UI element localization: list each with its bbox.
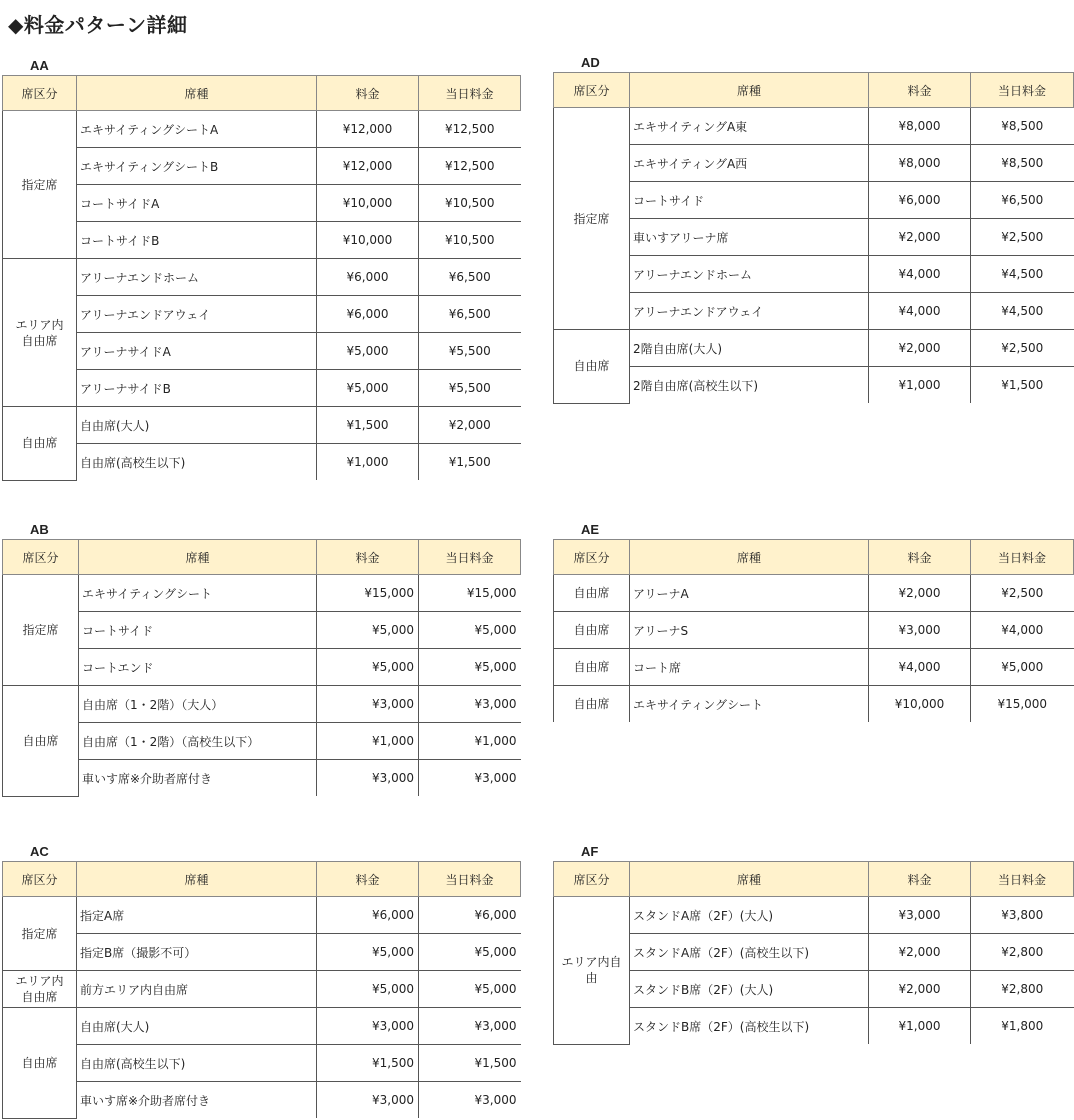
table-row xyxy=(3,333,521,370)
price-cell: ¥4,000 xyxy=(869,256,971,293)
seat-name-cell: 自由席（1・2階）（高校生以下） xyxy=(79,723,317,760)
price-cell: ¥5,000 xyxy=(317,971,419,1008)
sameday-price-cell: ¥2,800 xyxy=(971,971,1074,1008)
page-title: ◆料金パターン詳細 xyxy=(8,13,188,37)
sameday-price-cell: ¥4,000 xyxy=(971,612,1074,649)
seat-name-cell: コートサイドA xyxy=(77,185,317,222)
sameday-price-cell: ¥5,500 xyxy=(419,333,521,370)
price-table xyxy=(553,861,1074,1045)
category-cell: 自由席 xyxy=(3,686,79,797)
price-cell: ¥10,000 xyxy=(317,222,419,259)
table-row xyxy=(3,296,521,333)
sameday-price-cell: ¥15,000 xyxy=(997,697,1048,711)
seat-name-cell: 自由席(高校生以下) xyxy=(77,1045,317,1082)
seat-name-cell: 自由席（1・2階）（大人） xyxy=(79,686,317,723)
price-cell: ¥4,000 xyxy=(869,293,971,330)
seat-name-cell: スタンドB席（2F）(高校生以下) xyxy=(630,1008,869,1045)
category-cell: 指定席 xyxy=(3,111,77,259)
header-category: 席区分 xyxy=(554,73,630,108)
seat-name-cell: 車いすアリーナ席 xyxy=(630,219,869,256)
price-table xyxy=(2,861,521,1119)
table-row xyxy=(3,370,521,407)
table-row xyxy=(3,897,521,934)
header-price: 料金 xyxy=(317,540,419,575)
price-table xyxy=(2,75,521,481)
price-cell: ¥6,000 xyxy=(317,259,419,296)
table-row xyxy=(3,148,521,185)
table-row xyxy=(554,256,1074,293)
seat-name-cell: 指定B席（撮影不可） xyxy=(77,934,317,971)
header-sameday: 当日料金 xyxy=(971,540,1074,575)
price-cell: ¥2,000 xyxy=(869,934,971,971)
sameday-price-cell: ¥3,000 xyxy=(474,1093,517,1107)
header-sameday: 当日料金 xyxy=(971,862,1074,897)
table-row xyxy=(554,108,1074,145)
price-cell: ¥3,000 xyxy=(869,612,971,649)
price-cell: ¥1,000 xyxy=(869,1008,971,1045)
price-cell: ¥5,000 xyxy=(317,934,419,971)
header-seat: 席種 xyxy=(630,862,869,897)
table-row xyxy=(554,367,1074,404)
sameday-price-cell: ¥12,500 xyxy=(419,148,521,185)
table-row xyxy=(3,971,521,1008)
seat-name-cell: アリーナエンドホーム xyxy=(630,256,869,293)
sameday-price-cell: ¥1,500 xyxy=(448,455,491,469)
price-cell: ¥1,000 xyxy=(317,723,419,760)
sameday-price-cell: ¥5,000 xyxy=(419,971,521,1008)
sameday-price-cell: ¥10,500 xyxy=(419,222,521,259)
table-row xyxy=(554,649,1074,686)
header-row xyxy=(554,862,1074,897)
header-seat: 席種 xyxy=(77,76,317,111)
sameday-price-cell: ¥2,500 xyxy=(971,330,1074,367)
category-cell: エリア内 自由席 xyxy=(3,971,77,1008)
header-row xyxy=(3,540,521,575)
seat-name-cell: コートサイド xyxy=(630,182,869,219)
price-cell: ¥3,000 xyxy=(317,1082,419,1119)
table-row xyxy=(3,185,521,222)
category-cell: 自由席 xyxy=(554,575,630,612)
table-code: AD xyxy=(581,55,600,70)
seat-name-cell: アリーナA xyxy=(630,575,869,612)
header-sameday: 当日料金 xyxy=(419,540,521,575)
table-row xyxy=(3,1045,521,1082)
category-cell: 自由席 xyxy=(3,407,77,481)
sameday-price-cell: ¥2,000 xyxy=(419,407,521,444)
seat-name-cell: 車いす席※介助者席付き xyxy=(77,1082,317,1119)
seat-name-cell: アリーナサイドB xyxy=(77,370,317,407)
table-row xyxy=(554,1008,1074,1045)
price-cell: ¥12,000 xyxy=(317,111,419,148)
price-cell: ¥3,000 xyxy=(317,760,419,797)
price-cell: ¥2,000 xyxy=(869,219,971,256)
price-table xyxy=(553,72,1074,404)
seat-name-cell: 自由席(大人) xyxy=(77,407,317,444)
table-row xyxy=(554,145,1074,182)
price-cell: ¥4,000 xyxy=(869,649,971,686)
header-sameday: 当日料金 xyxy=(419,76,521,111)
price-cell: ¥15,000 xyxy=(317,575,419,612)
price-cell: ¥5,000 xyxy=(317,333,419,370)
seat-name-cell: エキサイティングA東 xyxy=(630,108,869,145)
seat-name-cell: エキサイティングシートA xyxy=(77,111,317,148)
sameday-price-cell: ¥6,500 xyxy=(419,296,521,333)
header-row xyxy=(554,73,1074,108)
price-cell: ¥2,000 xyxy=(869,575,971,612)
header-row xyxy=(554,540,1074,575)
header-seat: 席種 xyxy=(77,862,317,897)
sameday-price-cell: ¥5,000 xyxy=(971,649,1074,686)
header-row xyxy=(3,862,521,897)
table-row xyxy=(3,1008,521,1045)
price-cell: ¥3,000 xyxy=(317,686,419,723)
table-row xyxy=(554,934,1074,971)
sameday-price-cell: ¥2,500 xyxy=(971,219,1074,256)
table-row xyxy=(3,575,521,612)
category-cell: 自由席 xyxy=(554,330,630,404)
category-cell: 自由席 xyxy=(554,686,630,723)
price-cell: ¥5,000 xyxy=(317,612,419,649)
sameday-price-cell: ¥8,500 xyxy=(971,108,1074,145)
table-code: AA xyxy=(30,58,49,73)
category-cell: 指定席 xyxy=(3,575,79,686)
sameday-price-cell: ¥3,000 xyxy=(419,686,521,723)
sameday-price-cell: ¥6,000 xyxy=(419,897,521,934)
header-price: 料金 xyxy=(869,73,971,108)
price-cell: ¥5,000 xyxy=(317,370,419,407)
category-cell: 指定席 xyxy=(3,897,77,971)
price-table xyxy=(2,539,521,797)
table-row xyxy=(554,686,1074,723)
seat-name-cell: スタンドB席（2F）(大人) xyxy=(630,971,869,1008)
category-cell: 自由席 xyxy=(554,612,630,649)
table-code: AB xyxy=(30,522,49,537)
seat-name-cell: エキサイティングシートB xyxy=(77,148,317,185)
price-cell: ¥6,000 xyxy=(317,897,419,934)
table-row xyxy=(554,971,1074,1008)
price-cell: ¥3,000 xyxy=(869,897,971,934)
seat-name-cell: 前方エリア内自由席 xyxy=(77,971,317,1008)
header-seat: 席種 xyxy=(79,540,317,575)
header-sameday: 当日料金 xyxy=(971,73,1074,108)
sameday-price-cell: ¥12,500 xyxy=(419,111,521,148)
sameday-price-cell: ¥6,500 xyxy=(971,182,1074,219)
category-cell: 指定席 xyxy=(554,108,630,330)
header-price: 料金 xyxy=(869,862,971,897)
price-table xyxy=(553,539,1074,722)
seat-name-cell: コートサイドB xyxy=(77,222,317,259)
header-category: 席区分 xyxy=(3,540,79,575)
sameday-price-cell: ¥4,500 xyxy=(971,293,1074,330)
sameday-price-cell: ¥15,000 xyxy=(419,575,521,612)
price-cell: ¥6,000 xyxy=(317,296,419,333)
category-cell: エリア内 自由席 xyxy=(3,259,77,407)
table-row xyxy=(3,723,521,760)
sameday-price-cell: ¥1,000 xyxy=(419,723,521,760)
header-seat: 席種 xyxy=(630,73,869,108)
price-cell: ¥1,000 xyxy=(317,444,419,481)
sameday-price-cell: ¥10,500 xyxy=(419,185,521,222)
price-cell: ¥1,500 xyxy=(317,407,419,444)
seat-name-cell: コートサイド xyxy=(79,612,317,649)
sameday-price-cell: ¥5,000 xyxy=(419,649,521,686)
table-row xyxy=(3,444,521,481)
seat-name-cell: 指定A席 xyxy=(77,897,317,934)
seat-name-cell: エキサイティングA西 xyxy=(630,145,869,182)
price-cell: ¥3,000 xyxy=(317,1008,419,1045)
header-price: 料金 xyxy=(869,540,971,575)
sameday-price-cell: ¥1,500 xyxy=(419,1045,521,1082)
seat-name-cell: 自由席(高校生以下) xyxy=(77,444,317,481)
price-cell: ¥6,000 xyxy=(869,182,971,219)
sameday-price-cell: ¥1,500 xyxy=(1001,378,1044,392)
sameday-price-cell: ¥3,800 xyxy=(971,897,1074,934)
price-cell: ¥12,000 xyxy=(317,148,419,185)
table-row xyxy=(554,897,1074,934)
table-row xyxy=(3,612,521,649)
seat-name-cell: エキサイティングシート xyxy=(79,575,317,612)
header-category: 席区分 xyxy=(554,540,630,575)
sameday-price-cell: ¥2,800 xyxy=(971,934,1074,971)
price-cell: ¥1,500 xyxy=(317,1045,419,1082)
seat-name-cell: コートエンド xyxy=(79,649,317,686)
table-row xyxy=(3,111,521,148)
table-row xyxy=(3,686,521,723)
table-row xyxy=(554,575,1074,612)
table-code: AF xyxy=(581,844,599,859)
price-cell: ¥8,000 xyxy=(869,145,971,182)
table-row xyxy=(554,293,1074,330)
seat-name-cell: 2階自由席(高校生以下) xyxy=(630,367,869,404)
header-row xyxy=(3,76,521,111)
table-row xyxy=(3,407,521,444)
table-row xyxy=(554,330,1074,367)
sameday-price-cell: ¥5,000 xyxy=(419,934,521,971)
header-seat: 席種 xyxy=(630,540,869,575)
seat-name-cell: スタンドA席（2F）(高校生以下) xyxy=(630,934,869,971)
table-row xyxy=(3,760,521,797)
price-cell: ¥5,000 xyxy=(317,649,419,686)
seat-name-cell: アリーナエンドアウェイ xyxy=(77,296,317,333)
header-category: 席区分 xyxy=(554,862,630,897)
seat-name-cell: 自由席(大人) xyxy=(77,1008,317,1045)
price-cell: ¥8,000 xyxy=(869,108,971,145)
table-code: AC xyxy=(30,844,49,859)
seat-name-cell: コート席 xyxy=(630,649,869,686)
table-row xyxy=(3,649,521,686)
seat-name-cell: アリーナサイドA xyxy=(77,333,317,370)
header-price: 料金 xyxy=(317,76,419,111)
seat-name-cell: アリーナS xyxy=(630,612,869,649)
price-cell: ¥2,000 xyxy=(869,330,971,367)
seat-name-cell: アリーナエンドホーム xyxy=(77,259,317,296)
header-category: 席区分 xyxy=(3,862,77,897)
header-category: 席区分 xyxy=(3,76,77,111)
table-row xyxy=(554,182,1074,219)
table-row xyxy=(3,259,521,296)
table-code: AE xyxy=(581,522,600,537)
sameday-price-cell: ¥3,000 xyxy=(419,1008,521,1045)
seat-name-cell: エキサイティングシート xyxy=(630,686,869,723)
category-cell: 自由席 xyxy=(554,649,630,686)
sameday-price-cell: ¥4,500 xyxy=(971,256,1074,293)
header-price: 料金 xyxy=(317,862,419,897)
sameday-price-cell: ¥3,000 xyxy=(474,771,517,785)
category-cell: 自由席 xyxy=(3,1008,77,1119)
category-cell: エリア内自由 xyxy=(554,897,630,1045)
table-row xyxy=(3,1082,521,1119)
table-row xyxy=(3,222,521,259)
header-sameday: 当日料金 xyxy=(419,862,521,897)
seat-name-cell: 車いす席※介助者席付き xyxy=(79,760,317,797)
price-cell: ¥10,000 xyxy=(869,686,971,723)
price-cell: ¥1,000 xyxy=(869,367,971,404)
sameday-price-cell: ¥5,000 xyxy=(419,612,521,649)
price-cell: ¥2,000 xyxy=(869,971,971,1008)
table-row xyxy=(554,219,1074,256)
sameday-price-cell: ¥6,500 xyxy=(419,259,521,296)
seat-name-cell: スタンドA席（2F）(大人) xyxy=(630,897,869,934)
sameday-price-cell: ¥8,500 xyxy=(971,145,1074,182)
seat-name-cell: 2階自由席(大人) xyxy=(630,330,869,367)
seat-name-cell: アリーナエンドアウェイ xyxy=(630,293,869,330)
sameday-price-cell: ¥1,800 xyxy=(1001,1019,1044,1033)
table-row xyxy=(554,612,1074,649)
price-cell: ¥10,000 xyxy=(317,185,419,222)
table-row xyxy=(3,934,521,971)
sameday-price-cell: ¥5,500 xyxy=(419,370,521,407)
sameday-price-cell: ¥2,500 xyxy=(971,575,1074,612)
